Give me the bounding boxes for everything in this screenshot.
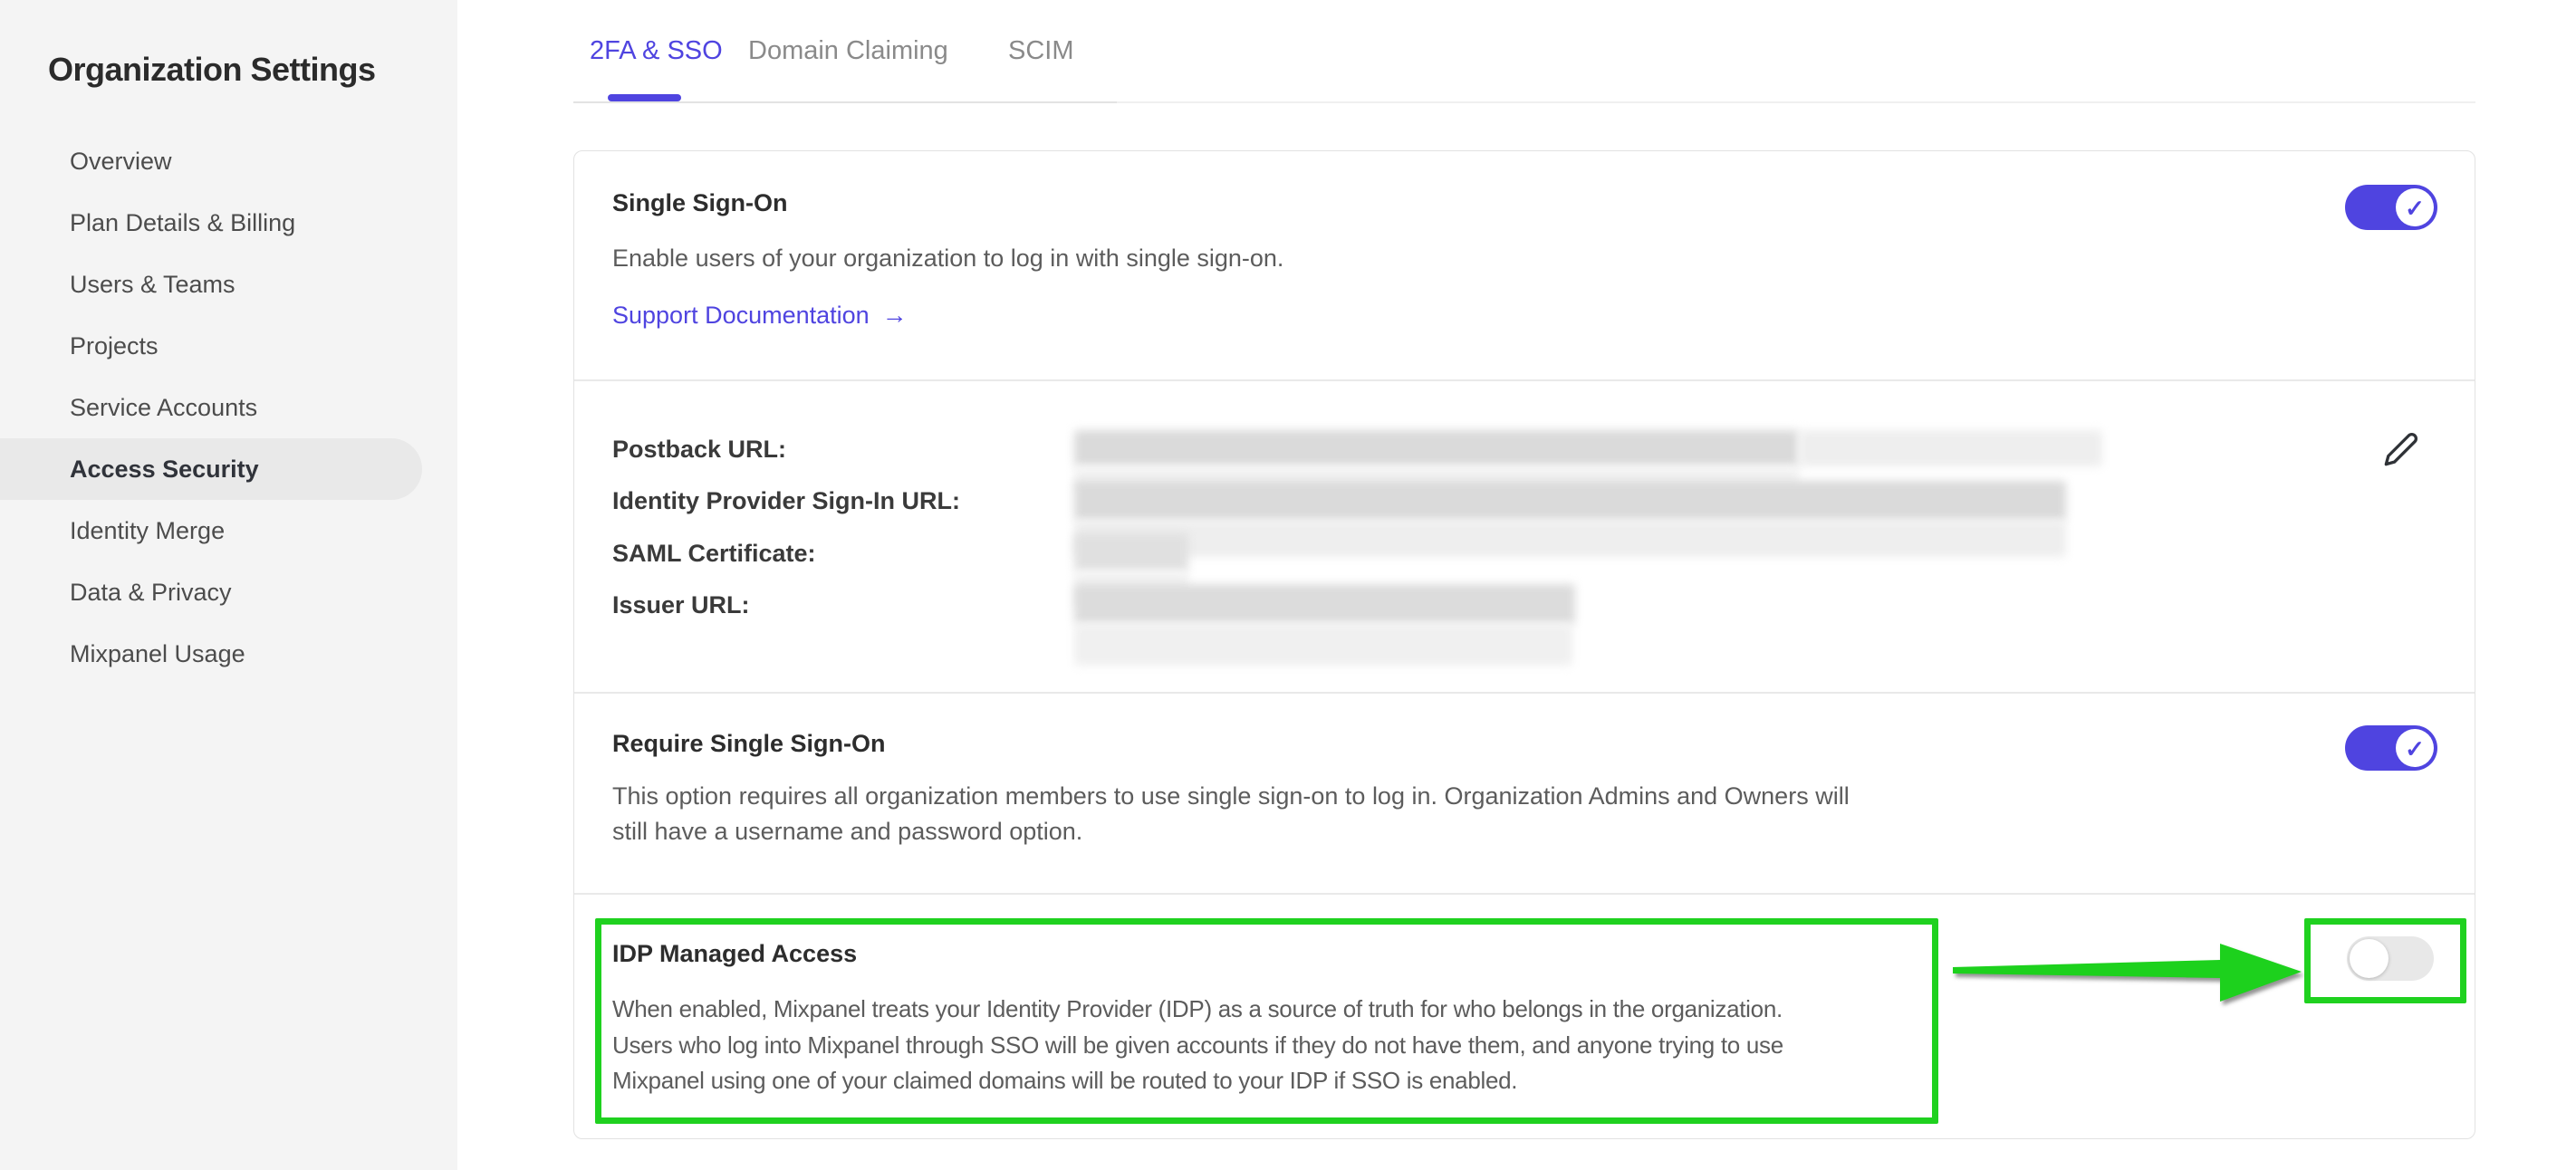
tabstrip-divider-light	[1117, 101, 2475, 103]
redacted-value-blur	[1074, 430, 1799, 466]
require-sso-description-line2: still have a username and password option.	[612, 818, 1083, 845]
redacted-value-blur	[1074, 533, 1188, 571]
sidebar-item-mixpanel-usage[interactable]: Mixpanel Usage	[70, 640, 245, 667]
sidebar-item-plan-details-billing[interactable]: Plan Details & Billing	[70, 209, 296, 236]
redacted-value-blur	[1074, 481, 2066, 521]
tab-domain-claiming[interactable]: Domain Claiming	[748, 36, 948, 65]
sidebar-item-overview[interactable]: Overview	[70, 148, 172, 175]
section-divider	[574, 893, 2475, 895]
arrow-right-icon: →	[881, 301, 908, 329]
single-sign-on-description: Enable users of your organization to log in with single sign-on.	[612, 245, 1284, 272]
toggle-knob-check-icon: ✓	[2396, 729, 2434, 767]
sidebar-item-projects[interactable]: Projects	[70, 332, 159, 360]
idp-description-line1: When enabled, Mixpanel treats your Identity Provider (IDP) as a source of truth for who belongs in the organization.	[612, 995, 1783, 1022]
section-divider	[574, 692, 2475, 694]
pencil-icon	[2383, 431, 2419, 470]
sidebar-item-identity-merge[interactable]: Identity Merge	[70, 517, 226, 544]
single-sign-on-title: Single Sign-On	[612, 189, 788, 216]
green-annotation-arrow-icon	[1948, 932, 2311, 1013]
single-sign-on-toggle[interactable]	[2345, 185, 2437, 230]
sidebar-item-access-security[interactable]: Access Security	[0, 438, 422, 500]
section-divider	[574, 379, 2475, 381]
toggle-knob-check-icon: ✓	[2396, 188, 2434, 226]
page-title: Organization Settings	[48, 51, 376, 88]
redacted-value-blur	[1074, 521, 2066, 557]
redacted-value-blur	[1799, 430, 2102, 466]
require-sso-toggle[interactable]	[2345, 725, 2437, 771]
saml-certificate-label: SAML Certificate:	[612, 540, 816, 567]
idp-description-line2: Users who log into Mixpanel through SSO will be given accounts if they do not have them, and anyone trying to use	[612, 1031, 1783, 1059]
redacted-value-blur	[1074, 584, 1575, 624]
edit-saml-settings-button[interactable]	[2377, 426, 2426, 475]
sidebar	[0, 0, 457, 1170]
support-documentation-link[interactable]	[612, 297, 908, 333]
sidebar-item-service-accounts[interactable]: Service Accounts	[70, 394, 258, 421]
toggle-knob	[2350, 939, 2389, 978]
issuer-url-label: Issuer URL:	[612, 591, 750, 619]
require-sso-description-line1: This option requires all organization members to use single sign-on to log in. Organization Admins and Owners will	[612, 782, 1850, 810]
support-documentation-label: Support Documentation	[612, 302, 870, 329]
sidebar-item-users-teams[interactable]: Users & Teams	[70, 271, 235, 298]
sidebar-nav	[0, 130, 457, 685]
idp-managed-access-toggle[interactable]	[2347, 936, 2434, 981]
postback-url-label: Postback URL:	[612, 436, 787, 463]
idp-signin-url-label: Identity Provider Sign-In URL:	[612, 487, 961, 514]
require-sso-title: Require Single Sign-On	[612, 730, 886, 757]
idp-managed-access-title: IDP Managed Access	[612, 940, 858, 967]
redacted-value-blur	[1074, 624, 1572, 666]
tab-scim[interactable]: SCIM	[1008, 36, 1074, 65]
tabstrip-divider	[573, 101, 1117, 103]
active-tab-underline	[608, 94, 681, 101]
sidebar-item-data-privacy[interactable]: Data & Privacy	[70, 579, 232, 606]
idp-description-line3: Mixpanel using one of your claimed domains will be routed to your IDP if SSO is enabled.	[612, 1067, 1518, 1094]
sso-settings-card	[573, 150, 2475, 1139]
tab-2fa-sso[interactable]: 2FA & SSO	[590, 36, 723, 65]
